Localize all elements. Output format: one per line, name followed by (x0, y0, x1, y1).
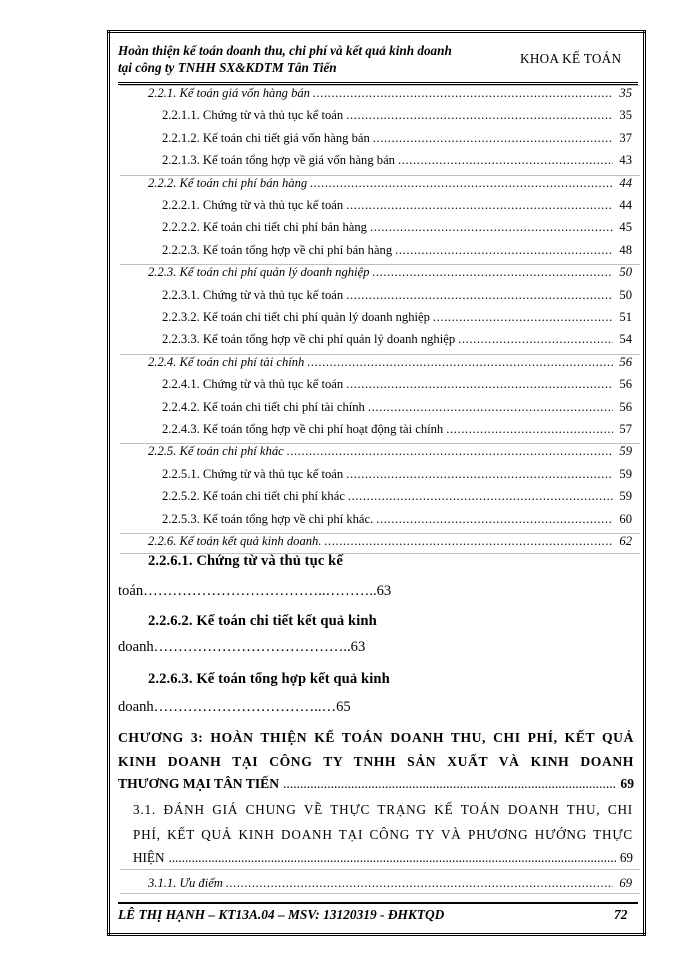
page-border-top (107, 30, 646, 33)
section31-line2: PHÍ, KẾT QUẢ KINH DOANH TẠI CÔNG TY VÀ PHƯƠNG HƯỚNG THỰC (133, 827, 633, 842)
toc-entry-page: 43 (619, 153, 632, 168)
toc-entry-leader (346, 108, 613, 123)
page-border-bottom (107, 933, 646, 936)
toc-entry (148, 265, 632, 280)
toc-entry-page: 59 (619, 444, 632, 459)
section31-last-line (133, 850, 633, 866)
toc-entry-leader (348, 489, 613, 504)
toc-entry-label: 2.2.3.2. Kế toán chi tiết chi phí quản lý doanh nghiệp (162, 310, 430, 324)
toc-entry-page: 59 (619, 466, 632, 481)
toc-entry-label: 2.2.2.2. Kế toán chi tiết chi phí bán hàng (162, 220, 367, 235)
toc-entry-label: 2.2.3.3. Kế toán tổng hợp về chi phí quản lý doanh nghiệp (162, 332, 456, 347)
toc-entry (148, 355, 632, 370)
toc-entry (162, 512, 632, 527)
chapter3-line1: CHƯƠNG 3: HOÀN THIỆN KẾ TOÁN DOANH THU, CHI PHÍ, KẾT QUẢ (118, 730, 634, 745)
toc-entry-label: 2.2.1.1. Chứng từ và thủ tục kế toán (162, 108, 344, 123)
toc-entry-label: 2.2.1. Kế toán giá vốn hàng bán (148, 86, 310, 100)
toc-entry-page: 50 (619, 265, 632, 280)
toc-entry-label: 2.2.2. Kế toán chi phí bán hàng (148, 175, 308, 190)
toc-entry-label: 2.2.5.3. Kế toán tổng hợp về chi phí khác. (162, 511, 374, 526)
header-title-line2: tại công ty TNHH SX&KDTM Tân Tiến (118, 60, 337, 75)
toc-entry-leader (346, 377, 613, 392)
toc-entry-page: 37 (619, 130, 632, 145)
section31-heading (133, 797, 633, 847)
footer-rule (118, 902, 638, 904)
toc-entry-page: 60 (619, 511, 632, 526)
toc-entry (148, 86, 632, 101)
toc-entry (148, 444, 632, 459)
toc-entry-page: 44 (619, 198, 632, 212)
toc-entry-page: 57 (619, 422, 632, 436)
toc-entry-2-2-6-3-line2: doanh……………………………..…65 (118, 699, 351, 715)
toc-entry-page: 54 (619, 332, 632, 347)
toc-entry (162, 310, 632, 325)
toc-entry (148, 176, 632, 191)
toc-entry (162, 220, 632, 235)
chapter3-leader (283, 776, 616, 792)
toc-entry-leader (376, 512, 613, 527)
chapter3-line3: THƯƠNG MẠI TÂN TIẾN (118, 776, 280, 791)
toc-entry-label: 2.2.2.1. Chứng từ và thủ tục kế toán (162, 198, 344, 212)
toc-entry-page: 35 (619, 86, 632, 100)
toc-entry-label: 2.2.3.1. Chứng từ và thủ tục kế toán (162, 287, 344, 302)
toc-entry-page: 45 (619, 220, 632, 235)
toc-entry-page: 62 (619, 534, 632, 548)
toc-entry-label: 2.2.4. Kế toán chi phí tài chính (148, 354, 305, 369)
section31-leader (169, 850, 616, 866)
chapter3-last-line (118, 776, 634, 792)
chapter3-line2: KINH DOANH TẠI CÔNG TY TNHH SẢN XUẤT VÀ KINH DOANH (118, 754, 634, 769)
toc-entry-page: 56 (619, 377, 632, 392)
toc-entry-label: 2.2.4.3. Kế toán tổng hợp về chi phí hoạt động tài chính (162, 422, 444, 436)
chapter3-page: 69 (620, 776, 634, 791)
toc-entry (148, 534, 632, 549)
toc-entry-leader (368, 400, 613, 415)
toc-entry-page: 69 (619, 876, 632, 890)
toc-entry-label: 2.2.5. Kế toán chi phí khác (148, 444, 284, 459)
toc-entry (162, 243, 632, 258)
toc-entry-leader (370, 220, 613, 235)
toc-entry-label: 2.2.5.2. Kế toán chi tiết chi phí khác (162, 489, 345, 504)
toc-entry (162, 153, 632, 168)
toc-entry-label: 2.2.3. Kế toán chi phí quản lý doanh nghiệp (148, 265, 370, 280)
toc-entry-leader (287, 444, 613, 459)
toc-entry (162, 400, 632, 415)
toc-entry-leader (433, 310, 613, 325)
toc-entry (162, 288, 632, 303)
footer-page-number: 72 (614, 907, 628, 922)
toc-entry (162, 422, 632, 437)
toc-entry-2-2-6-2-line1: 2.2.6.2. Kế toán chi tiết kết quả kinh (148, 613, 377, 629)
toc-entry-2-2-6-1-line2: toán………………………………..………..63 (118, 583, 392, 599)
toc-entry (162, 332, 632, 347)
header-title-line1: Hoàn thiện kế toán doanh thu, chi phí và kết quả kinh doanh (118, 43, 452, 58)
toc-entry-label: 3.1.1. Ưu điểm (148, 876, 223, 890)
toc-entry-label: 2.2.4.2. Kế toán chi tiết chi phí tài chính (162, 399, 365, 414)
toc-entry-leader (346, 467, 613, 482)
toc-entry-leader (325, 534, 614, 549)
toc-entry-label: 2.2.5.1. Chứng từ và thủ tục kế toán (162, 466, 344, 481)
section311-rule (120, 893, 640, 894)
toc-entry-leader (313, 86, 613, 101)
toc-entry-leader (395, 243, 613, 258)
toc-entry (162, 467, 632, 482)
toc-entry-label: 2.2.4.1. Chứng từ và thủ tục kế toán (162, 377, 344, 392)
toc-entry-leader (346, 288, 613, 303)
toc-entry (162, 198, 632, 213)
toc-entry-leader (446, 422, 613, 437)
toc-entry (162, 377, 632, 392)
toc-entry-page: 35 (619, 108, 632, 123)
toc-entry-leader (310, 176, 613, 191)
chapter3-heading (118, 726, 634, 774)
toc-entry (162, 489, 632, 504)
section31-rule (120, 869, 640, 870)
toc-entry-page: 48 (619, 242, 632, 257)
footer-author: LÊ THỊ HẠNH – KT13A.04 – MSV: 13120319 - ĐHKTQD (118, 907, 445, 922)
toc-entry-leader (346, 198, 613, 213)
toc-entry-label: 2.2.2.3. Kế toán tổng hợp về chi phí bán hàng (162, 242, 393, 257)
section31-line1: 3.1. ĐÁNH GIÁ CHUNG VỀ THỰC TRẠNG KẾ TOÁN DOANH THU, CHI (133, 802, 633, 817)
toc-entry-page: 59 (619, 489, 632, 504)
toc-entry-leader (372, 265, 613, 280)
toc-entry-2-2-6-3-line1: 2.2.6.3. Kế toán tổng hợp kết quả kinh (148, 671, 390, 687)
toc-entry-3-1-1 (148, 876, 632, 891)
toc-entry-page: 56 (619, 354, 632, 369)
toc-entry-2-2-6-2-line2: doanh…………………………………..63 (118, 639, 366, 655)
toc-entry-leader (398, 153, 613, 168)
section31-page: 69 (619, 850, 633, 865)
toc-entry-leader (458, 332, 613, 347)
toc-entry (162, 108, 632, 123)
toc-entry-page: 50 (619, 287, 632, 302)
toc-entry-leader (226, 876, 613, 891)
toc-entry-label: 2.2.1.2. Kế toán chi tiết giá vốn hàng bán (162, 130, 370, 145)
toc-entry-page: 44 (619, 175, 632, 190)
toc-entry-2-2-6-1-line1: 2.2.6.1. Chứng từ và thủ tục kế (148, 553, 343, 569)
toc-entry-label: 2.2.6. Kế toán kết quả kinh doanh. (148, 534, 322, 548)
toc-entry (162, 131, 632, 146)
header-title (118, 42, 490, 76)
toc-entry-leader (373, 131, 613, 146)
header-department: KHOA KẾ TOÁN (520, 51, 622, 66)
section31-line3: HIỆN (133, 850, 165, 865)
toc-entry-leader (307, 355, 613, 370)
toc-entry-label: 2.2.1.3. Kế toán tổng hợp về giá vốn hàng bán (162, 153, 395, 168)
toc-entry-page: 51 (619, 310, 632, 324)
toc-entry-page: 56 (619, 399, 632, 414)
